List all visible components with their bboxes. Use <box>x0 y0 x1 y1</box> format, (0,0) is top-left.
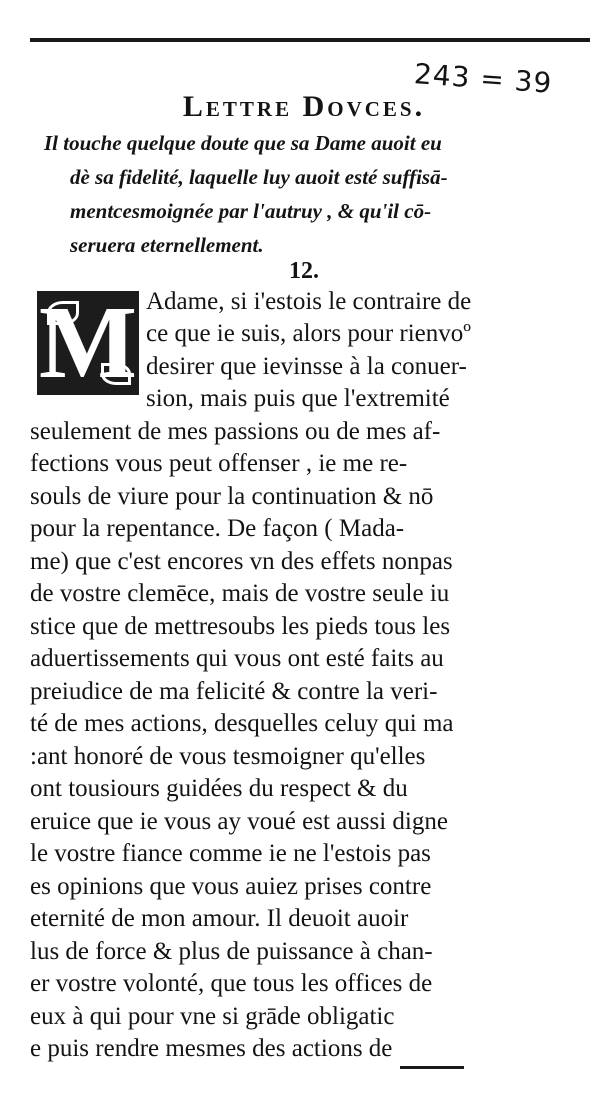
decorated-initial <box>37 291 139 395</box>
body-line: Adame, si i'estois le contraire de <box>146 288 472 315</box>
body-line: lus de force & plus de puissance à chan- <box>30 938 433 965</box>
body-line: fections vous peut offenser , ie me re- <box>30 450 408 477</box>
initial-letter: M <box>38 291 138 395</box>
body-line: ce que ie suis, alors pour rienvoº <box>146 320 472 347</box>
body-line: ont tousiours guidées du respect & du <box>30 775 408 802</box>
body-line: desirer que ievinsse à la conuer- <box>146 353 467 380</box>
summary-line: Il touche quelque doute que sa Dame auoit eu <box>44 131 442 155</box>
body-line: e puis rendre mesmes des actions de <box>30 1035 393 1062</box>
body-line: le vostre fiance comme ie ne l'estois pas <box>30 840 431 867</box>
body-line: souls de viure pour la continuation & nō <box>30 483 434 510</box>
body-line: pour la repentance. De façon ( Mada- <box>30 515 405 542</box>
running-head: Lettre Dovces. <box>182 90 426 123</box>
folio-number: 243 = 39 <box>413 57 554 100</box>
body-line: té de mes actions, desquelles celuy qui ma <box>30 710 454 737</box>
body-line: eux à qui pour vne si grāde obligatic <box>30 1003 395 1030</box>
body-line: preiudice de ma felicité & contre la veri- <box>30 678 438 705</box>
body-line: eruice que ie vous ay voué est aussi digne <box>30 808 448 835</box>
body-line: sion, mais puis que l'extremité <box>146 385 450 412</box>
body-line: me) que c'est encores vn des effets nonpas <box>30 548 453 575</box>
body-line: er vostre volonté, que tous les offices de <box>30 970 433 997</box>
letter-number: 12. <box>289 258 319 284</box>
bottom-underline <box>400 1066 464 1069</box>
body-line: de vostre clemēce, mais de vostre seule iu <box>30 580 450 607</box>
body-line: eternité de mon amour. Il deuoit auoir <box>30 905 409 932</box>
body-line: seulement de mes passions ou de mes af- <box>30 418 441 445</box>
summary-line: seruera eternellement. <box>70 233 264 257</box>
body-line: stice que de mettresoubs les pieds tous les <box>30 613 451 640</box>
top-rule <box>30 38 590 42</box>
body-line: es opinions que vous auiez prises contre <box>30 873 432 900</box>
summary-line: mentcesmoignée par l'autruy , & qu'il cō- <box>70 199 432 223</box>
summary-line: dè sa fidelité, laquelle luy auoit esté suffisā- <box>70 165 448 189</box>
body-line: :ant honoré de vous tesmoigner qu'elles <box>30 743 426 770</box>
letter-summary <box>44 126 574 262</box>
body-line: aduertissements qui vous ont esté faits au <box>30 645 444 672</box>
